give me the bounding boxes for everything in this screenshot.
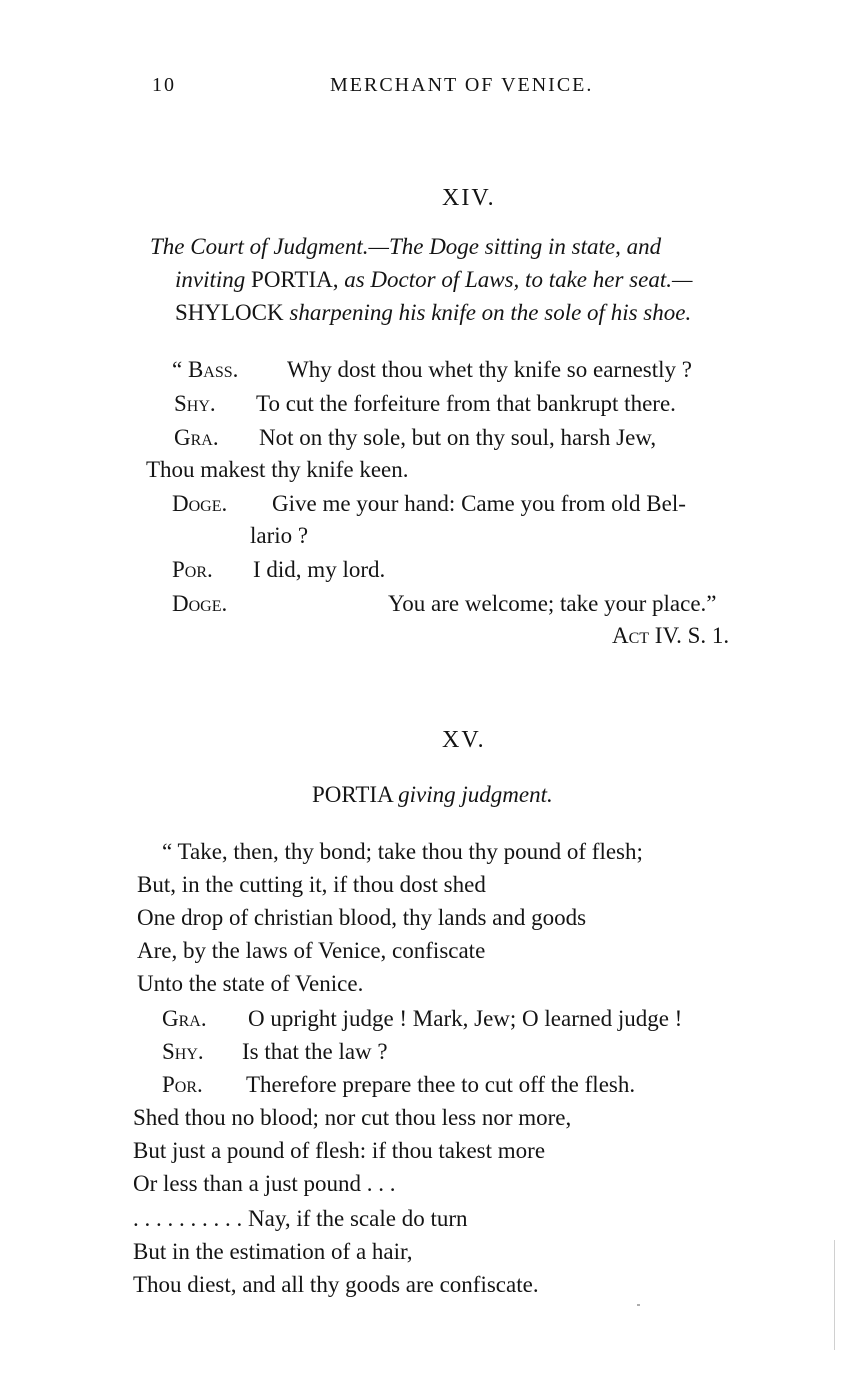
caption-roman: SHYLOCK [175,300,290,325]
speaker-name: Gra. [174,425,219,450]
verse-line: One drop of christian blood, thy lands and goods [137,905,587,930]
verse-line: “ Take, then, thy bond; take thou thy pound of flesh; [162,839,643,864]
plate-numeral-xv: XV. [442,727,486,753]
plate-numeral-xiv: XIV. [442,185,496,211]
caption-line [150,230,661,263]
speaker-name: Por. [162,1072,203,1097]
caption-line [312,778,553,811]
caption-roman: PORTIA [312,782,399,807]
caption-italic: as Doctor of Laws, to take her seat.— [344,267,693,292]
verse-line: But just a pound of flesh: if thou takest more [133,1138,546,1163]
running-title: MERCHANT OF VENICE. [330,74,594,96]
verse-line: Shed thou no blood; nor cut thou less nor more, [133,1105,572,1130]
speaker-name: Doge. [172,491,228,516]
verse-line: You are welcome; take your place.” [388,591,717,616]
caption-roman: PORTIA, [245,267,345,292]
verse-line: To cut the forfeiture from that bankrupt there. [256,391,676,416]
verse-line: Thou diest, and all thy goods are confiscate. [133,1272,539,1297]
caption-line [175,296,691,329]
verse-line: But, in the cutting it, if thou dost shed [137,872,486,897]
caption-italic: sharpening his knife on the sole of his shoe. [289,300,692,325]
scan-edge-mark [834,1240,835,1350]
speaker-name: Por. [172,557,213,582]
scan-speck [637,1304,640,1306]
speaker-name: Gra. [162,1006,207,1031]
verse-line: Is that the law ? [242,1039,388,1064]
verse-line: Therefore prepare thee to cut off the flesh. [246,1072,636,1097]
verse-line: Why dost thou whet thy knife so earnestly ? [287,357,692,382]
verse-line: Or less than a just pound . . . [133,1171,396,1196]
caption-italic: The Court of Judgment.—The Doge sitting in state, and [150,234,662,259]
verse-line: Not on thy sole, but on thy soul, harsh Jew, [259,425,657,450]
caption-italic: giving judgment. [398,782,553,807]
caption-line [175,263,692,296]
verse-line: Give me your hand: Came you from old Bel- [272,491,686,516]
speaker-name: Doge. [172,591,228,616]
speaker-name: Shy. [174,391,216,416]
verse-line: I did, my lord. [253,557,386,582]
act-citation: Act IV. S. 1. [612,623,730,648]
verse-line: But in the estimation of a hair, [133,1239,413,1264]
verse-line: O upright judge ! Mark, Jew; O learned judge ! [248,1006,683,1031]
speaker-name: Shy. [162,1039,204,1064]
verse-line: Unto the state of Venice. [137,971,364,996]
page-number: 10 [152,74,176,96]
verse-line: Thou makest thy knife keen. [146,457,409,482]
verse-line: Are, by the laws of Venice, confiscate [137,938,486,963]
speaker-name: “ Bass. [172,357,239,382]
caption-italic: inviting [175,267,246,292]
verse-line: . . . . . . . . . . Nay, if the scale do turn [133,1206,468,1231]
verse-line: lario ? [250,523,309,548]
